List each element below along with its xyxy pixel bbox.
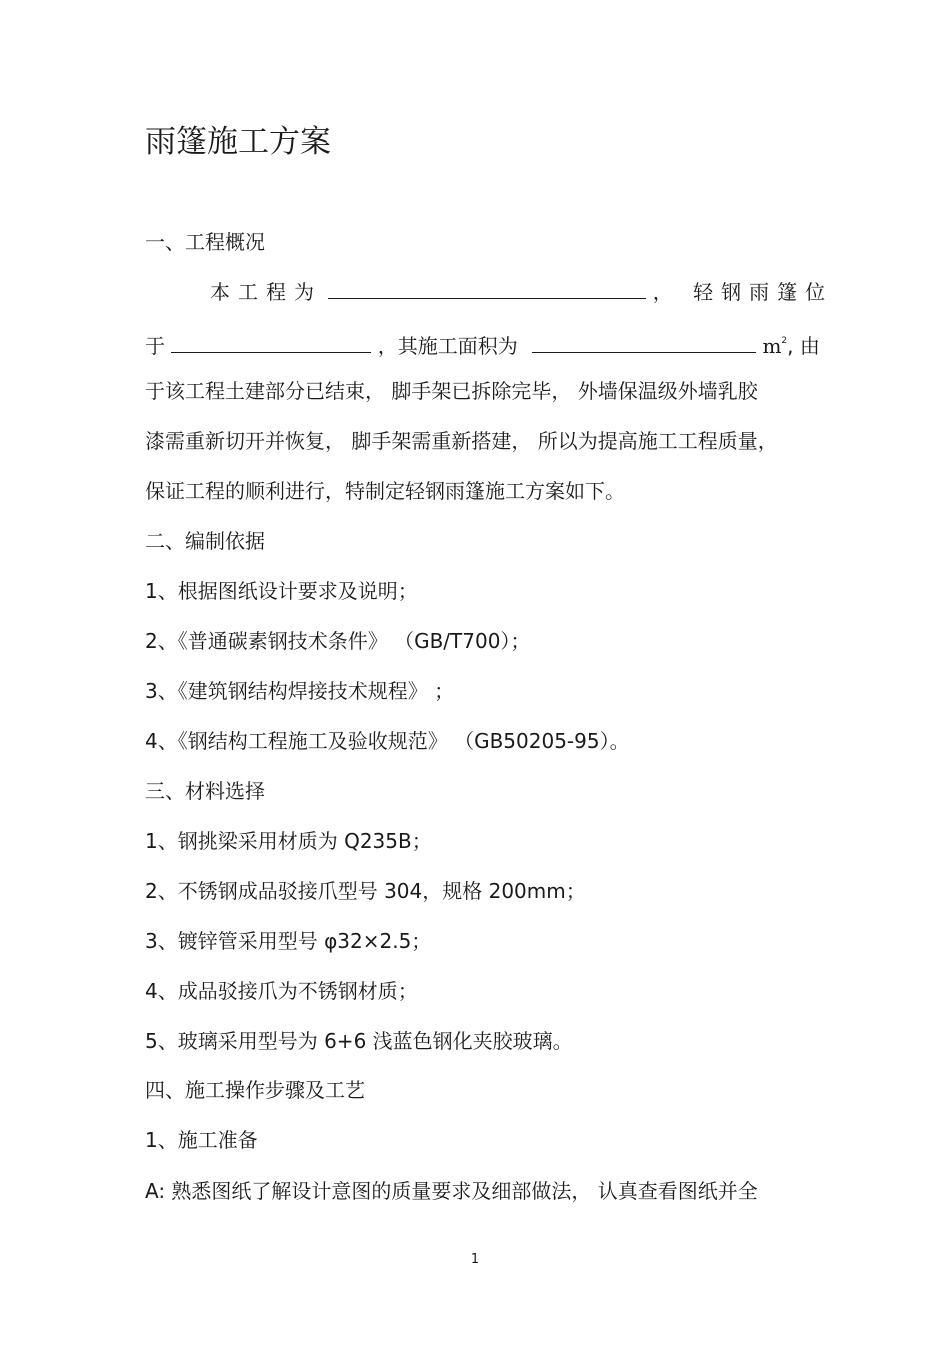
- material-item: 2、不锈钢成品驳接爪型号 304，规格 200mm；: [145, 879, 586, 903]
- overview-text: ，: [652, 280, 673, 304]
- overview-text: , 由: [787, 334, 820, 358]
- basis-item: 4、《钢结构工程施工及验收规范》 （GB50205-95）。: [145, 729, 630, 753]
- area-unit: m: [762, 334, 782, 358]
- blank-field-project-name: [328, 280, 646, 299]
- blank-field-area: [532, 334, 756, 353]
- overview-text: 轻钢雨篷位: [693, 280, 834, 304]
- blank-field-location: [171, 334, 371, 353]
- overview-text: ，其施工面积为: [377, 334, 518, 358]
- overview-line-5: 保证工程的顺利进行，特制定轻钢雨篷施工方案如下。: [145, 479, 625, 503]
- section-heading-basis: 二、编制依据: [145, 529, 265, 553]
- page-number: 1: [470, 1252, 480, 1267]
- step-text: A: 熟悉图纸了解设计意图的质量要求及细部做法， 认真查看图纸并全: [145, 1179, 758, 1203]
- basis-item: 3、《建筑钢结构焊接技术规程》 ；: [145, 679, 455, 703]
- material-item: 5、玻璃采用型号为 6+6 浅蓝色钢化夹胶玻璃。: [145, 1029, 573, 1053]
- overview-line-1: [210, 277, 833, 307]
- section-heading-steps: 四、施工操作步骤及工艺: [145, 1078, 365, 1102]
- material-item: 3、镀锌管采用型号 φ32×2.5；: [145, 929, 432, 953]
- overview-text: 本工程为: [210, 280, 322, 304]
- basis-item: 2、《普通碳素钢技术条件》 （GB/T700）；: [145, 629, 531, 653]
- overview-line-4: 漆需重新切开并恢复， 脚手架需重新搭建， 所以为提高施工工程质量，: [145, 429, 778, 453]
- basis-item: 1、根据图纸设计要求及说明；: [145, 579, 418, 603]
- overview-line-2: [145, 326, 820, 361]
- material-item: 1、钢挑梁采用材质为 Q235B；: [145, 829, 432, 853]
- section-heading-materials: 三、材料选择: [145, 779, 265, 803]
- step-heading-preparation: 1、施工准备: [145, 1128, 258, 1152]
- material-item: 4、成品驳接爪为不锈钢材质；: [145, 979, 418, 1003]
- overview-line-3: 于该工程土建部分已结束， 脚手架已拆除完毕， 外墙保温级外墙乳胶: [145, 379, 758, 403]
- page-title: 雨篷施工方案: [145, 124, 331, 160]
- section-heading-overview: 一、工程概况: [145, 230, 265, 254]
- overview-text: 于: [145, 334, 165, 358]
- area-unit-superscript: 2: [781, 336, 788, 346]
